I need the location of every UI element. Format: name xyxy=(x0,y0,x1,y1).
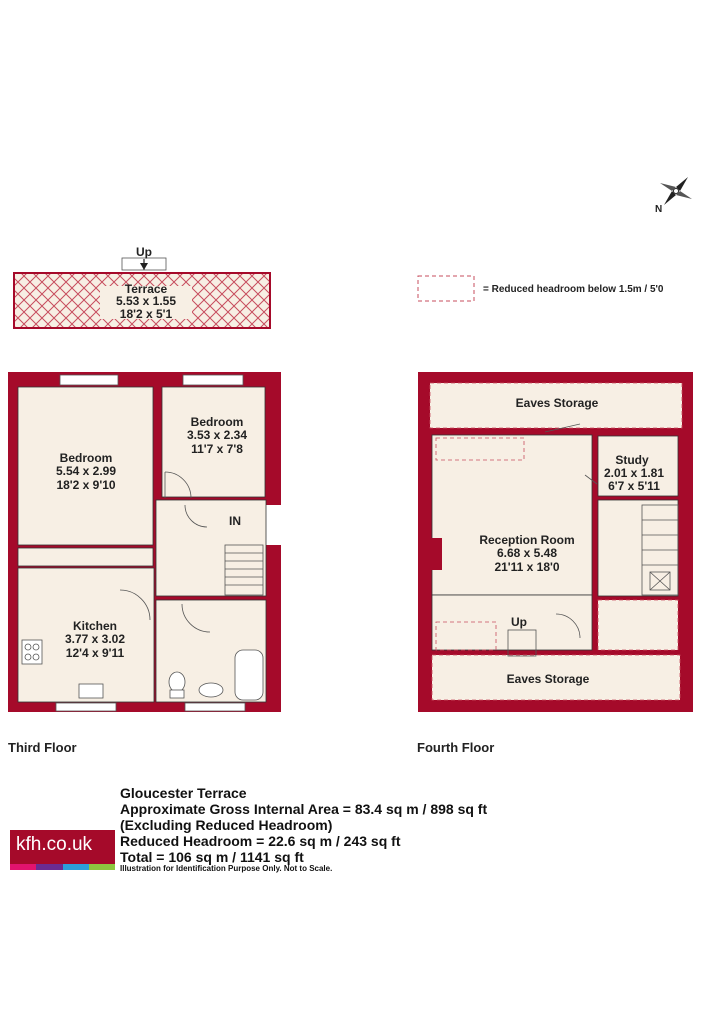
summary-gross-area: Approximate Gross Internal Area = 83.4 sq m / 898 sq ft xyxy=(120,801,488,817)
terrace-up-label: Up xyxy=(136,245,152,259)
study-name: Study xyxy=(615,453,649,467)
study-imperial: 6'7 x 5'11 xyxy=(608,479,660,493)
reception-name: Reception Room xyxy=(479,533,575,547)
kitchen-imperial: 12'4 x 9'11 xyxy=(65,646,125,660)
compass-north-label: N xyxy=(655,204,663,215)
reception-metric: 6.68 x 5.48 xyxy=(496,546,558,560)
eaves-storage-bottom: Eaves Storage xyxy=(506,672,590,686)
study-metric: 2.01 x 1.81 xyxy=(603,466,665,480)
summary-total: Total = 106 sq m / 1141 sq ft xyxy=(120,849,304,865)
third-floor-title: Third Floor xyxy=(8,740,77,755)
kitchen-metric: 3.77 x 3.02 xyxy=(64,632,126,646)
logo-bar-magenta xyxy=(10,864,36,870)
summary-property-name: Gloucester Terrace xyxy=(120,785,247,801)
logo-color-bar xyxy=(10,864,115,870)
legend-text: = Reduced headroom below 1.5m / 5'0 xyxy=(483,284,664,295)
kitchen-name: Kitchen xyxy=(72,619,118,633)
fourth-up-label: Up xyxy=(511,615,527,629)
compass-icon xyxy=(660,177,692,205)
terrace-metric: 5.53 x 1.55 xyxy=(115,294,177,308)
terrace-imperial: 18'2 x 5'1 xyxy=(119,307,173,321)
logo-bar-green xyxy=(89,864,115,870)
logo-bar-purple xyxy=(36,864,62,870)
third-room-2-name: Bedroom xyxy=(190,415,244,429)
logo-text: kfh.co.uk xyxy=(16,834,93,855)
reception-imperial: 21'11 x 18'0 xyxy=(494,560,560,574)
kfh-logo xyxy=(10,830,115,870)
third-room-1-metric: 5.54 x 2.99 xyxy=(55,464,117,478)
legend-swatch xyxy=(418,276,474,301)
entrance-label: IN xyxy=(229,514,241,528)
third-room-1-name: Bedroom xyxy=(59,451,113,465)
third-room-1-imperial: 18'2 x 9'10 xyxy=(56,478,116,492)
third-room-2-metric: 3.53 x 2.34 xyxy=(186,428,248,442)
summary-excluding-note: (Excluding Reduced Headroom) xyxy=(120,817,333,833)
summary-disclaimer: Illustration for Identification Purpose Only. Not to Scale. xyxy=(120,864,333,873)
third-floor-plan xyxy=(8,372,286,712)
fourth-floor-title: Fourth Floor xyxy=(417,740,495,755)
eaves-storage-top: Eaves Storage xyxy=(515,396,599,410)
third-room-2-imperial: 11'7 x 7'8 xyxy=(191,442,243,456)
logo-bar-blue xyxy=(63,864,89,870)
summary-reduced-headroom: Reduced Headroom = 22.6 sq m / 243 sq ft xyxy=(120,833,401,849)
terrace-name: Terrace xyxy=(124,282,168,296)
